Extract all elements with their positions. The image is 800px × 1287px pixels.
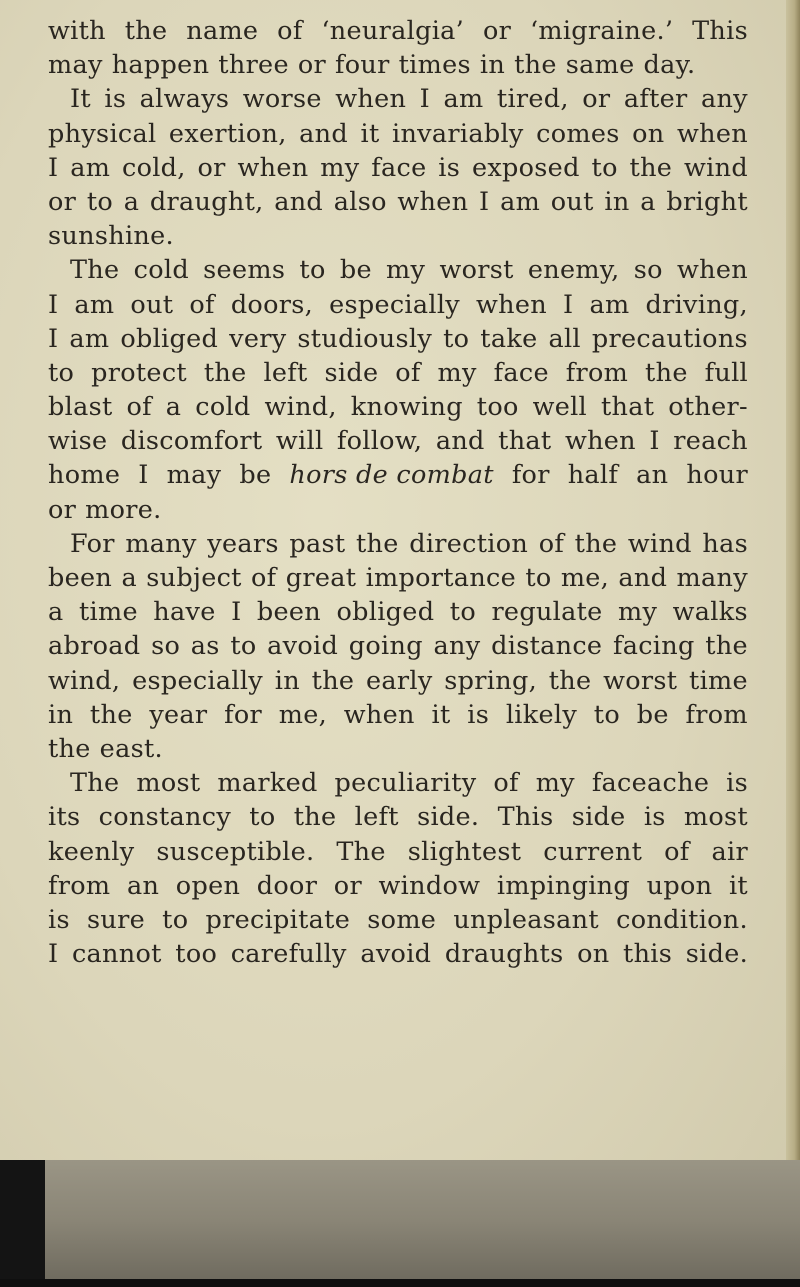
word: I <box>48 289 59 320</box>
word: physical <box>48 118 157 149</box>
word: more. <box>85 494 162 525</box>
word: I <box>231 597 242 628</box>
word: For <box>70 528 115 559</box>
word: I <box>563 289 574 320</box>
word: avoid <box>267 631 339 662</box>
word: The <box>70 255 120 286</box>
text-line <box>48 356 748 390</box>
word: exertion, <box>168 118 287 149</box>
word: the <box>203 357 247 388</box>
word: discomfort <box>120 426 263 457</box>
word: have <box>153 597 216 628</box>
word: faceache <box>591 768 710 799</box>
word: is <box>467 699 490 730</box>
word: cold <box>195 392 251 423</box>
word: facing <box>612 631 695 662</box>
word: three <box>218 50 289 81</box>
word: obliged <box>336 597 435 628</box>
word: too <box>175 939 218 970</box>
word: to <box>249 802 276 833</box>
word: left <box>354 802 399 833</box>
word: I <box>138 460 149 491</box>
word: side. <box>685 939 748 970</box>
text-line <box>48 732 748 766</box>
word: the <box>705 631 748 662</box>
word: of <box>126 392 152 423</box>
word: early <box>366 665 433 696</box>
word: times <box>398 50 471 81</box>
word: my <box>618 597 658 628</box>
word: ‘neuralgia’ <box>321 16 465 46</box>
word: the <box>645 357 688 388</box>
word: most <box>136 768 201 799</box>
page-edge <box>786 0 800 1160</box>
word: wind, <box>264 392 337 423</box>
word: day. <box>643 50 696 81</box>
word: name <box>186 16 259 46</box>
word: abroad <box>48 631 141 662</box>
word: importance <box>365 563 517 593</box>
word: follow, <box>336 426 423 457</box>
text-line <box>48 82 748 116</box>
word: four <box>335 50 390 81</box>
word: east. <box>99 733 163 764</box>
text-line <box>48 561 748 595</box>
word: home <box>48 460 121 491</box>
word: to <box>449 597 476 628</box>
word: my <box>386 255 426 286</box>
word: current <box>543 836 643 867</box>
word: sure <box>87 904 145 935</box>
word: hors de combat <box>289 460 494 491</box>
word: when <box>677 255 748 286</box>
word: spring, <box>444 665 538 696</box>
word: a <box>121 563 137 593</box>
word: very <box>229 323 287 354</box>
word: cannot <box>71 939 162 970</box>
word: or <box>48 186 77 217</box>
word: of <box>664 836 690 867</box>
text-line <box>48 322 748 356</box>
body-text <box>48 14 748 971</box>
word: in <box>274 665 300 696</box>
word: to <box>230 631 257 662</box>
word: the <box>514 50 557 81</box>
word: or <box>582 84 611 115</box>
word: left <box>263 357 308 388</box>
word: a <box>123 186 140 217</box>
text-line <box>48 185 748 219</box>
word: my <box>437 357 477 388</box>
word: it <box>360 118 380 149</box>
word: will <box>275 426 324 457</box>
word: impinging <box>496 870 631 901</box>
text-line <box>48 869 748 903</box>
word: to <box>162 904 189 935</box>
word: door <box>256 870 318 901</box>
word: as <box>190 631 220 662</box>
word: avoid <box>360 939 432 970</box>
word: from <box>685 699 748 730</box>
word: wind, <box>48 665 121 696</box>
word: am <box>70 152 111 183</box>
word: invariably <box>392 118 524 149</box>
text-line <box>48 151 748 185</box>
word: especially <box>329 289 461 320</box>
word: when <box>564 426 636 457</box>
text-line <box>48 288 748 322</box>
text-line <box>48 424 748 458</box>
word: especially <box>132 665 264 696</box>
word: the <box>574 528 618 559</box>
word: the <box>311 665 355 696</box>
word: great <box>285 563 357 593</box>
word: blast <box>48 392 113 423</box>
word: time <box>689 665 748 696</box>
word: of <box>277 16 303 46</box>
word: The <box>70 768 120 799</box>
word: am <box>500 186 541 217</box>
word: unpleasant <box>453 904 599 935</box>
word: me, <box>560 563 610 593</box>
word: been <box>256 597 322 628</box>
word: and <box>274 186 324 217</box>
word: full <box>704 357 748 388</box>
word: my <box>535 768 575 799</box>
word: I <box>479 186 490 217</box>
word: be <box>339 255 372 286</box>
word: bright <box>666 186 748 217</box>
word: when <box>397 186 469 217</box>
text-line <box>48 219 748 253</box>
text-line <box>48 527 748 561</box>
word: ‘migraine.’ <box>529 16 674 46</box>
word: also <box>333 186 387 217</box>
word: I <box>48 323 59 354</box>
word: is <box>48 904 70 935</box>
word: the <box>548 665 592 696</box>
word: or <box>297 50 326 81</box>
word: to <box>593 699 620 730</box>
word: on <box>577 939 610 970</box>
word: obliged <box>120 323 219 354</box>
word: to <box>299 255 326 286</box>
word: protect <box>91 357 187 388</box>
word: draught, <box>149 186 264 217</box>
word: that <box>600 392 655 423</box>
word: sunshine. <box>48 221 174 252</box>
word: to <box>525 563 552 593</box>
word: distance <box>491 631 603 662</box>
word: may <box>166 460 222 491</box>
word: susceptible. <box>156 836 315 867</box>
word: an <box>126 870 160 901</box>
word: I <box>48 939 59 970</box>
underlying-page <box>45 1160 800 1282</box>
word: for <box>224 699 263 730</box>
word: when <box>237 152 309 183</box>
word: on <box>632 118 665 149</box>
word: half <box>567 460 619 491</box>
word: take <box>480 323 538 354</box>
word: upon <box>646 870 713 901</box>
word: well <box>532 392 588 423</box>
word: of <box>251 563 277 593</box>
word: direction <box>409 528 529 559</box>
word: condition. <box>616 904 748 935</box>
word: or <box>482 16 512 46</box>
word: This <box>692 16 748 46</box>
word: a <box>48 597 64 628</box>
word: is <box>438 152 461 183</box>
text-line <box>48 903 748 937</box>
word: when <box>476 289 548 320</box>
word: face <box>371 152 427 183</box>
word: in <box>48 699 74 730</box>
word: side <box>324 357 379 388</box>
word: precipitate <box>205 904 351 935</box>
word: been <box>48 563 113 593</box>
word: out <box>130 289 174 320</box>
word: happen <box>111 50 210 81</box>
word: the <box>293 802 337 833</box>
word: open <box>175 870 241 901</box>
word: I <box>649 426 660 457</box>
word: subject <box>146 563 242 593</box>
word: when <box>335 84 407 115</box>
word: or <box>48 494 77 525</box>
word: and <box>618 563 668 593</box>
word: is <box>726 768 748 799</box>
word: precautions <box>591 323 748 354</box>
word: it <box>431 699 451 730</box>
word: when <box>676 118 748 149</box>
page-bottom-shadow <box>0 1160 800 1287</box>
word: air <box>711 836 748 867</box>
word: out <box>550 186 594 217</box>
word: its <box>48 802 81 833</box>
word: and <box>435 426 485 457</box>
word: enemy, <box>527 255 620 286</box>
word: be <box>636 699 669 730</box>
word: worst <box>439 255 514 286</box>
word: worse <box>242 84 322 115</box>
word: knowing <box>350 392 463 423</box>
word: past <box>289 528 346 559</box>
word: the <box>629 152 673 183</box>
word: of <box>538 528 565 559</box>
text-line <box>48 835 748 869</box>
word: in <box>479 50 506 81</box>
word: seems <box>203 255 286 286</box>
word: am <box>443 84 484 115</box>
word: me, <box>278 699 328 730</box>
word: draughts <box>444 939 564 970</box>
word: a <box>640 186 656 217</box>
word: in <box>604 186 630 217</box>
word: window <box>378 870 481 901</box>
text-line <box>48 800 748 834</box>
word: studiously <box>297 323 433 354</box>
word: to <box>48 357 75 388</box>
word: constancy <box>98 802 232 833</box>
text-line <box>48 664 748 698</box>
word: an <box>636 460 669 491</box>
text-line <box>48 117 748 151</box>
word: slightest <box>407 836 522 867</box>
word: most <box>683 802 748 833</box>
word: some <box>367 904 437 935</box>
word: am <box>589 289 630 320</box>
word: may <box>48 50 103 81</box>
word: regulate <box>491 597 603 628</box>
word: other- <box>668 392 748 423</box>
word: the <box>124 16 168 46</box>
word: so <box>633 255 663 286</box>
word: many <box>125 528 197 559</box>
word: driving, <box>645 289 748 320</box>
word: of <box>189 289 215 320</box>
word: cold, <box>121 152 186 183</box>
text-line <box>48 253 748 287</box>
word: when <box>343 699 415 730</box>
text-line <box>48 458 748 492</box>
binding-shadow <box>0 1160 45 1287</box>
word: has <box>702 528 748 559</box>
word: walks <box>672 597 748 628</box>
word: to <box>443 323 470 354</box>
word: hour <box>686 460 748 491</box>
word: to <box>591 152 618 183</box>
word: the <box>355 528 399 559</box>
text-line <box>48 629 748 663</box>
word: It <box>70 84 91 115</box>
word: from <box>48 870 111 901</box>
word: worst <box>603 665 678 696</box>
word: for <box>511 460 550 491</box>
word: to <box>86 186 114 217</box>
word: am <box>74 289 115 320</box>
text-line <box>48 698 748 732</box>
word: always <box>139 84 230 115</box>
word: doors, <box>230 289 314 320</box>
word: or <box>197 152 226 183</box>
word: wind <box>684 152 748 183</box>
word: marked <box>217 768 318 799</box>
word: from <box>565 357 629 388</box>
word: any <box>433 631 481 662</box>
word: side <box>571 802 626 833</box>
word: side. <box>417 802 480 833</box>
word: I <box>48 152 59 183</box>
text-line <box>48 493 748 527</box>
word: peculiarity <box>334 768 477 799</box>
word: the <box>89 699 133 730</box>
base-edge <box>0 1279 800 1287</box>
word: and <box>299 118 349 149</box>
word: my <box>320 152 360 183</box>
word: face <box>493 357 549 388</box>
word: this <box>623 939 673 970</box>
word: am <box>69 323 110 354</box>
word: This <box>497 802 554 833</box>
word: is <box>104 84 127 115</box>
word: wind <box>627 528 692 559</box>
word: is <box>643 802 666 833</box>
word: wise <box>48 426 108 457</box>
word: year <box>149 699 208 730</box>
word: that <box>498 426 552 457</box>
word: all <box>548 323 581 354</box>
word: of <box>493 768 519 799</box>
text-line <box>48 766 748 800</box>
word: the <box>48 733 91 764</box>
word: time <box>78 597 138 628</box>
word: same <box>565 50 635 81</box>
word: comes <box>536 118 620 149</box>
word: reach <box>673 426 748 457</box>
word: keenly <box>48 836 135 867</box>
text-line <box>48 937 748 971</box>
word: exposed <box>471 152 580 183</box>
word: going <box>348 631 423 662</box>
word: with <box>48 16 106 46</box>
word: likely <box>505 699 578 730</box>
text-line <box>48 595 748 629</box>
word: too <box>476 392 519 423</box>
text-line <box>48 390 748 424</box>
word: it <box>728 870 748 901</box>
word: a <box>165 392 182 423</box>
word: or <box>333 870 362 901</box>
word: I <box>419 84 431 115</box>
text-line <box>48 48 748 82</box>
text-line <box>48 14 748 48</box>
word: The <box>336 836 386 867</box>
word: so <box>151 631 181 662</box>
word: after <box>623 84 688 115</box>
word: tired, <box>496 84 569 115</box>
word: many <box>676 563 748 593</box>
word: cold <box>133 255 189 286</box>
word: carefully <box>230 939 347 970</box>
word: of <box>395 357 421 388</box>
word: be <box>239 460 272 491</box>
word: years <box>207 528 279 559</box>
word: any <box>700 84 748 115</box>
